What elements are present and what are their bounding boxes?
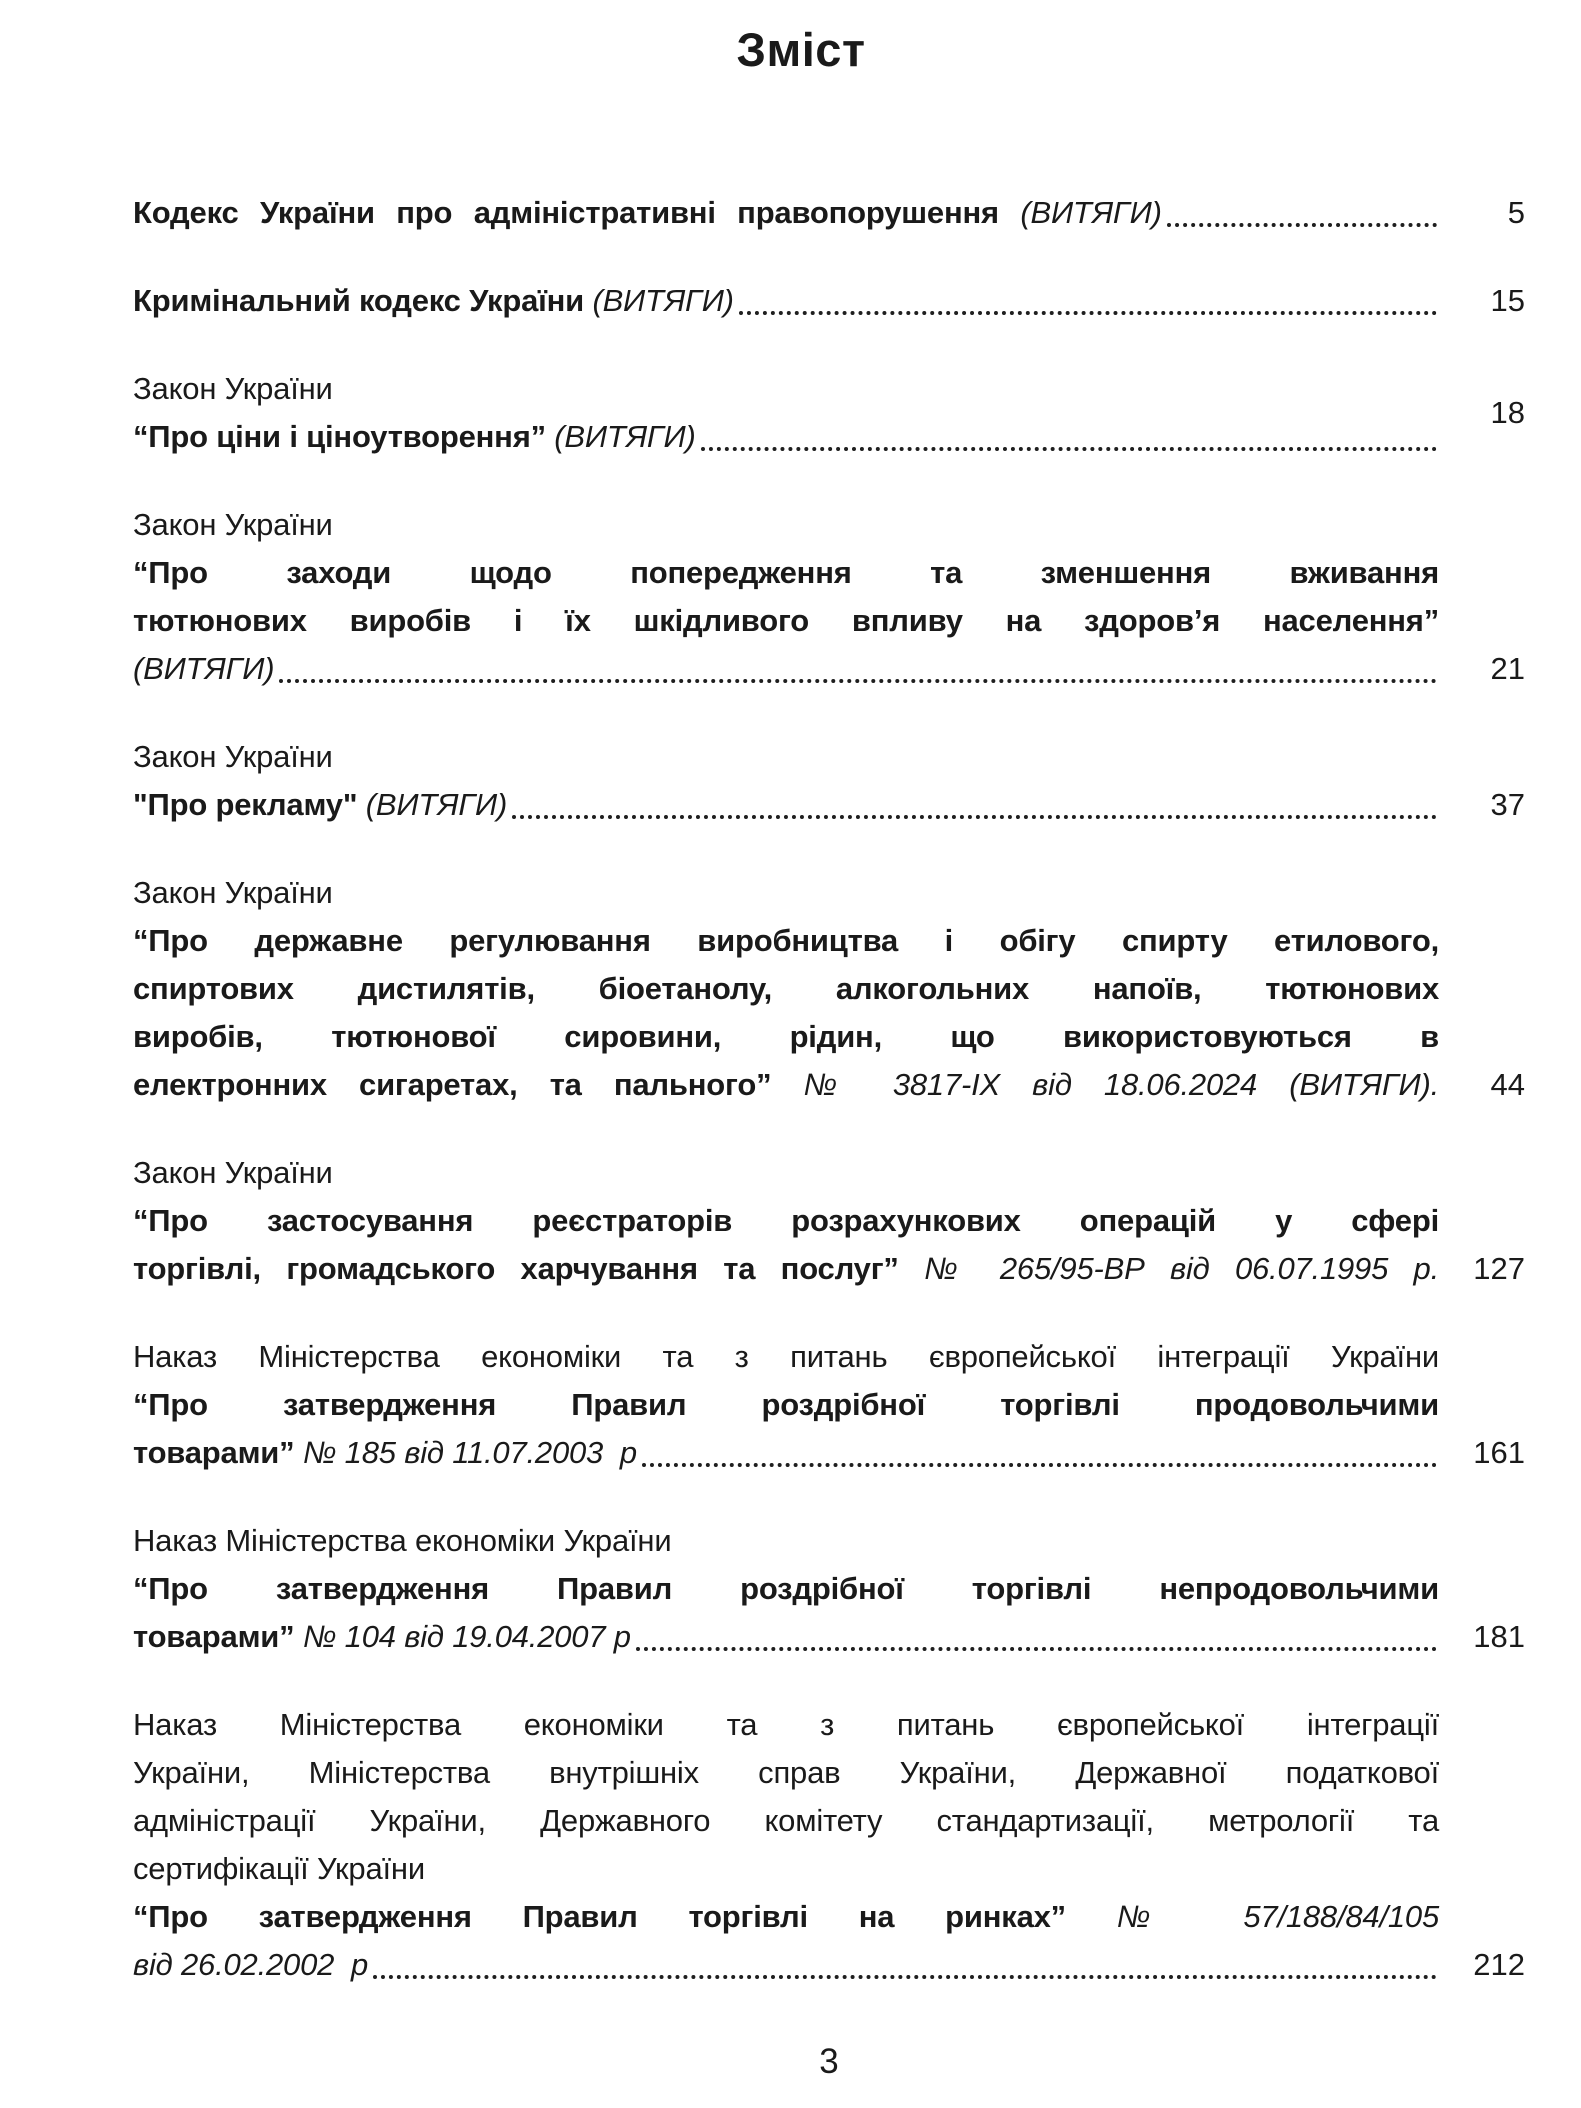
text-segment: Кодекс України про адміністративні правопорушення [133, 195, 1021, 230]
toc-entry-line [133, 1797, 1439, 1845]
toc-entry-text [133, 1701, 1439, 1989]
toc-entry-line-text [133, 1613, 631, 1661]
text-segment: спиртових дистилятів, біоетанолу, алкогольних напоїв, тютюнових [133, 971, 1439, 1006]
toc-entry-line [133, 1749, 1439, 1797]
text-segment: “Про затвердження Правил роздрібної торгівлі непродовольчими [133, 1571, 1439, 1606]
text-segment: № 3817-IX від 18.06.2024 (ВИТЯГИ). [803, 1067, 1439, 1102]
toc-entry-line [133, 365, 1439, 413]
page-title: Зміст [736, 23, 866, 76]
text-segment: “Про затвердження Правил роздрібної торгівлі продовольчими [133, 1387, 1439, 1422]
toc-entry-page-number: 18 [1490, 395, 1525, 430]
text-segment: “Про ціни і ціноутворення” [133, 419, 555, 454]
text-segment: “Про заходи щодо попередження та зменшення вживання [133, 555, 1439, 590]
toc-entry-line [133, 869, 1439, 917]
toc-entry-line-text [133, 413, 696, 461]
dot-leader [636, 1647, 1437, 1651]
text-segment: (ВИТЯГИ) [365, 787, 508, 822]
text-segment: № 265/95-ВР від 06.07.1995 р. [924, 1251, 1439, 1286]
toc-entry-page-number: 127 [1473, 1251, 1525, 1286]
toc-entry-line [133, 1013, 1439, 1061]
dot-leader [642, 1463, 1437, 1467]
toc-entry-line [133, 645, 1439, 693]
text-segment: товарами” [133, 1435, 303, 1470]
text-segment: (ВИТЯГИ) [133, 651, 275, 686]
toc-entry-page-number: 181 [1473, 1619, 1525, 1654]
toc-entry-text [133, 1333, 1439, 1477]
toc-entry-text [133, 869, 1439, 1109]
toc-entry-line [133, 781, 1439, 829]
toc-entry-page-number: 5 [1507, 195, 1525, 230]
text-segment: (ВИТЯГИ) [554, 419, 696, 454]
toc-entry-line [133, 1429, 1439, 1477]
text-segment: Закон України [133, 875, 333, 910]
toc-entry [133, 869, 1525, 1109]
toc-entry [133, 1149, 1525, 1293]
text-segment: № 57/188/84/105 [1116, 1899, 1440, 1934]
toc-entry-line [133, 1893, 1439, 1941]
toc-entry-line [133, 1381, 1439, 1429]
dot-leader [739, 311, 1437, 315]
text-segment: Наказ Міністерства економіки та з питань європейської інтеграції України [133, 1339, 1439, 1374]
text-segment: “Про затвердження Правил торгівлі на ринках” [133, 1899, 1117, 1934]
text-segment: тютюнових виробів і їх шкідливого впливу на здоров’я населення” [133, 603, 1439, 638]
toc-entry-text [133, 733, 1439, 829]
toc-entry-line [133, 1517, 1439, 1565]
text-segment: виробів, тютюнової сировини, рідин, що використовуються в [133, 1019, 1439, 1054]
text-segment: Наказ Міністерства економіки України [133, 1523, 672, 1558]
table-of-contents [133, 189, 1525, 1989]
toc-entry-line-text [133, 1941, 368, 1989]
toc-entry-line [133, 413, 1439, 461]
toc-entry-line [133, 597, 1439, 645]
text-segment: № 104 від 19.04.2007 р [302, 1619, 631, 1654]
toc-entry-page-number: 44 [1490, 1067, 1525, 1102]
toc-entry-line-text [133, 1429, 637, 1477]
toc-entry-line [133, 733, 1439, 781]
toc-entry [133, 501, 1525, 693]
text-segment: електронних сигаретах, та пального” [133, 1067, 804, 1102]
text-segment: України, Міністерства внутрішніх справ України, Державної податкової [133, 1755, 1439, 1790]
toc-entry [133, 1333, 1525, 1477]
toc-entry [133, 1517, 1525, 1661]
toc-entry-line [133, 1333, 1439, 1381]
toc-entry-text [133, 365, 1439, 461]
toc-entry-line [133, 965, 1439, 1013]
toc-entry-line [133, 189, 1439, 237]
text-segment: від 26.02.2002 р [133, 1947, 369, 1982]
toc-entry-page-number: 21 [1490, 651, 1525, 686]
text-segment: Закон України [133, 739, 333, 774]
toc-entry-line [133, 549, 1439, 597]
toc-entry [133, 365, 1525, 461]
toc-entry-line [133, 1245, 1439, 1293]
text-segment: товарами” [133, 1619, 303, 1654]
toc-entry [133, 277, 1525, 325]
toc-entry-page-number: 212 [1473, 1947, 1525, 1982]
toc-entry-line [133, 1613, 1439, 1661]
toc-entry-text [133, 277, 1439, 325]
toc-entry-line-text [133, 277, 734, 325]
text-segment: № 185 від 11.07.2003 р [302, 1435, 637, 1470]
toc-entry-text [133, 1517, 1439, 1661]
toc-entry [133, 189, 1525, 237]
toc-entry-line-text [133, 781, 507, 829]
text-segment: адміністрації України, Державного комітету стандартизації, метрології та [133, 1803, 1439, 1838]
toc-entry-line [133, 277, 1439, 325]
toc-entry-page-number: 15 [1490, 283, 1525, 318]
text-segment: торгівлі, громадського харчування та послуг” [133, 1251, 925, 1286]
toc-entry-text [133, 189, 1439, 237]
dot-leader [701, 447, 1437, 451]
toc-entry-line [133, 917, 1439, 965]
toc-entry-line-text [133, 189, 1162, 237]
dot-leader [512, 815, 1437, 819]
toc-entry [133, 733, 1525, 829]
toc-entry-line [133, 1701, 1439, 1749]
dot-leader [1167, 223, 1437, 227]
text-segment: (ВИТЯГИ) [1020, 195, 1162, 230]
toc-entry-line [133, 1061, 1439, 1109]
dot-leader [373, 1975, 1437, 1979]
text-segment: Закон України [133, 1155, 333, 1190]
text-segment: “Про державне регулювання виробництва і обігу спирту етилового, [133, 923, 1439, 958]
toc-entry-line [133, 501, 1439, 549]
text-segment: "Про рекламу" [133, 787, 366, 822]
text-segment: Наказ Міністерства економіки та з питань європейської інтеграції [133, 1707, 1439, 1742]
text-segment: сертифікації України [133, 1851, 425, 1886]
toc-entry-line-text [133, 645, 274, 693]
toc-entry-page-number: 37 [1490, 787, 1525, 822]
text-segment: Закон України [133, 371, 333, 406]
toc-entry-line [133, 1941, 1439, 1989]
text-segment: (ВИТЯГИ) [592, 283, 734, 318]
toc-entry-page-number: 161 [1473, 1435, 1525, 1470]
footer-page-number: 3 [819, 2042, 839, 2081]
text-segment: Закон України [133, 507, 333, 542]
toc-entry-line [133, 1197, 1439, 1245]
toc-entry-line [133, 1149, 1439, 1197]
toc-entry-text [133, 1149, 1439, 1293]
text-segment: Кримінальний кодекс України [133, 283, 593, 318]
toc-entry [133, 1701, 1525, 1989]
text-segment: “Про застосування реєстраторів розрахункових операцій у сфері [133, 1203, 1439, 1238]
toc-entry-line [133, 1565, 1439, 1613]
dot-leader [279, 679, 1437, 683]
toc-entry-line [133, 1845, 1439, 1893]
toc-entry-text [133, 501, 1439, 693]
